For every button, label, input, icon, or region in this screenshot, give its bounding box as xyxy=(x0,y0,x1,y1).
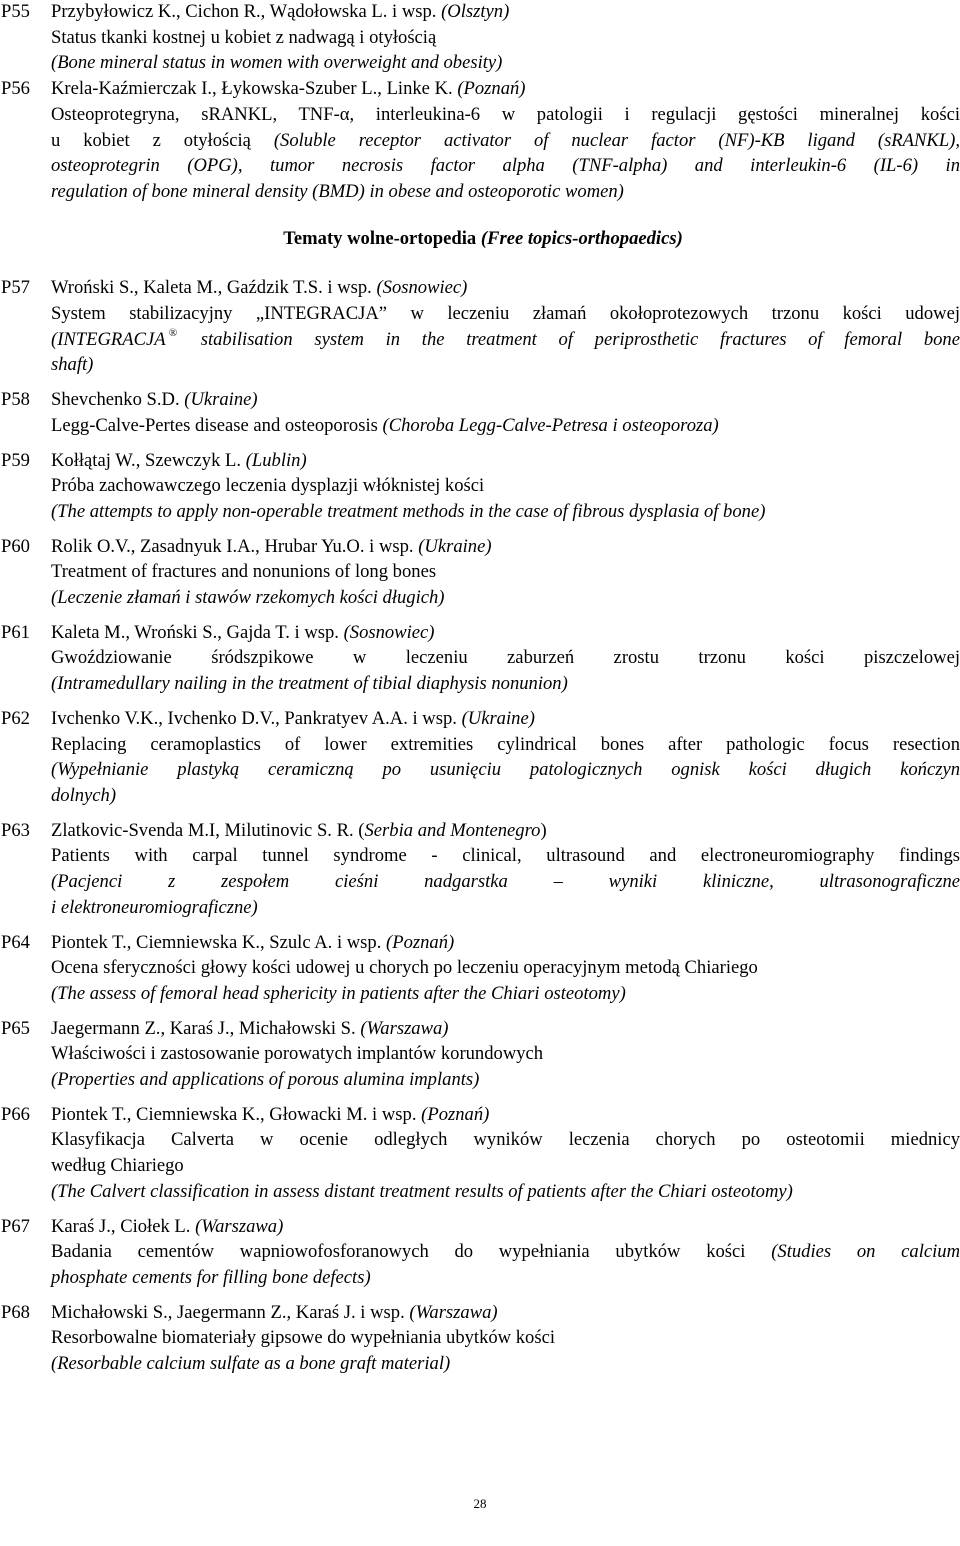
entry-title-line-2 xyxy=(51,128,960,154)
entry-translation: (The Calvert classification in assess distant treatment results of patients after the Chiari osteotomy) xyxy=(51,1180,793,1202)
entry-translation: (Resorbable calcium sulfate as a bone graft material) xyxy=(51,1353,451,1375)
entry-translation-line-3: shaft) xyxy=(51,354,94,376)
entry-body xyxy=(51,930,960,1007)
entry-authors: Krela-Kaźmierczak I., Łykowska-Szuber L., Linke K. xyxy=(51,78,453,100)
entry-title: Resorbowalne biomateriały gipsowe do wypełniania ubytków kości xyxy=(51,1327,555,1349)
abstract-entry-p56 xyxy=(0,76,960,205)
entry-body xyxy=(51,0,960,76)
abstract-entry-p67 xyxy=(0,1214,960,1291)
entry-authors-line xyxy=(51,448,960,474)
page-number: 28 xyxy=(473,1496,487,1511)
abstract-entry-p57 xyxy=(0,275,960,378)
abstract-entry-p62 xyxy=(0,706,960,809)
entry-title: Treatment of fractures and nonunions of long bones xyxy=(51,561,437,583)
entry-authors-line xyxy=(51,620,960,646)
entry-location: (Poznań) xyxy=(386,931,455,953)
entry-location: (Ukraine) xyxy=(184,389,258,411)
entry-number: P56 xyxy=(1,78,30,100)
entry-translation-line-2: (Pacjenci z zespołem cieśni nadgarstka – wyniki kliniczne, ultrasonograficzne xyxy=(51,871,960,893)
entry-authors: Michałowski S., Jaegermann Z., Karaś J. i wsp. xyxy=(51,1301,405,1323)
entry-authors-line xyxy=(51,275,960,301)
entry-authors-line xyxy=(51,76,960,102)
entry-location: (Warszawa) xyxy=(360,1017,449,1039)
entry-location-close: ) xyxy=(540,819,547,841)
entry-authors: Shevchenko S.D. xyxy=(51,389,180,411)
section-heading xyxy=(0,226,960,252)
entry-location: (Lublin) xyxy=(245,449,307,471)
entry-number: P66 xyxy=(1,1103,30,1125)
entry-title: Ocena sferyczności głowy kości udowej u chorych po leczeniu operacyjnym metodą Chiariego xyxy=(51,957,758,979)
entry-authors: Zlatkovic-Svenda M.I, Milutinovic S. R. xyxy=(51,819,354,841)
entry-translation-line-3: osteoprotegrin (OPG), tumor necrosis factor alpha (TNF-alpha) and interleukin-6 (IL-6) in xyxy=(51,155,960,177)
entry-authors-line xyxy=(51,1016,960,1042)
entry-body xyxy=(51,1214,960,1291)
abstract-entry-p58 xyxy=(0,387,960,438)
entry-authors-line xyxy=(51,818,960,844)
entry-authors: Wroński S., Kaleta M., Gaździk T.S. i wsp. xyxy=(51,277,372,299)
entry-number: P55 xyxy=(1,1,30,22)
entry-translation-line-2: (Wypełnianie plastyką ceramiczną po usunięciu patologicznych ognisk kości długich kończyn xyxy=(51,759,960,781)
entry-number: P68 xyxy=(1,1301,30,1323)
entry-body xyxy=(51,76,960,205)
registered-mark: ® xyxy=(168,326,177,339)
entry-authors-line xyxy=(51,930,960,956)
entry-authors: Karaś J., Ciołek L. xyxy=(51,1215,191,1237)
entry-location-close: ) xyxy=(491,1301,498,1323)
abstract-entry-p55 xyxy=(0,0,960,76)
entry-authors: Przybyłowicz K., Cichon R., Wądołowska L. i wsp. xyxy=(51,1,437,22)
entry-translation: (The assess of femoral head sphericity in patients after the Chiari osteotomy) xyxy=(51,982,626,1004)
entry-translation: (Intramedullary nailing in the treatment of tibial diaphysis nonunion) xyxy=(51,673,568,695)
entry-title-line-1 xyxy=(51,1239,960,1265)
entry-body xyxy=(51,818,960,921)
entry-title-line-2: według Chiariego xyxy=(51,1155,184,1177)
abstract-entry-p61 xyxy=(0,620,960,697)
entry-body xyxy=(51,1300,960,1377)
entry-title: Właściwości i zastosowanie porowatych implantów korundowych xyxy=(51,1043,544,1065)
entry-title-fragment: u kobiet z otyłością xyxy=(51,129,251,151)
abstract-entry-p66 xyxy=(0,1102,960,1205)
entry-number: P62 xyxy=(1,707,30,729)
entry-number: P65 xyxy=(1,1017,30,1039)
entry-location: (Olsztyn) xyxy=(441,1,510,22)
entry-authors-line xyxy=(51,0,960,25)
abstract-entry-p65 xyxy=(0,1016,960,1093)
entry-translation-fragment: (Studies on calcium xyxy=(771,1241,960,1263)
entry-translation-fragment: (INTEGRACJA xyxy=(51,328,166,350)
entry-number: P63 xyxy=(1,819,30,841)
entry-title-line xyxy=(51,413,960,439)
entry-translation: (Choroba Legg-Calve-Petresa i osteoporoza) xyxy=(382,414,719,436)
entry-translation-line-4: regulation of bone mineral density (BMD) in obese and osteoporotic women) xyxy=(51,180,624,202)
entry-authors-line xyxy=(51,706,960,732)
section-subtitle: (Free topics-orthopaedics) xyxy=(480,227,683,249)
entry-authors: Piontek T., Ciemniewska K., Głowacki M. i wsp. xyxy=(51,1103,417,1125)
entry-authors-line xyxy=(51,1102,960,1128)
entry-location: Serbia and Montenegro xyxy=(364,819,541,841)
entry-title: Status tkanki kostnej u kobiet z nadwagą i otyłością xyxy=(51,26,437,48)
entry-title: Próba zachowawczego leczenia dysplazji włóknistej kości xyxy=(51,475,485,497)
entry-location: (Ukraine) xyxy=(461,707,535,729)
entry-location-open: ( xyxy=(358,819,365,841)
entry-location: (Sosnowiec) xyxy=(376,277,468,299)
entry-location: (Sosnowiec) xyxy=(343,621,435,643)
entry-translation-line-2: phosphate cements for filling bone defects) xyxy=(51,1266,371,1288)
entry-body xyxy=(51,448,960,525)
abstract-entry-p59 xyxy=(0,448,960,525)
entry-location-open: ( xyxy=(409,1301,416,1323)
entry-body xyxy=(51,534,960,611)
entry-body xyxy=(51,620,960,697)
entry-number: P58 xyxy=(1,389,30,411)
entry-translation: (Leczenie złamań i stawów rzekomych kości długich) xyxy=(51,587,445,609)
abstract-entry-p60 xyxy=(0,534,960,611)
entry-number: P59 xyxy=(1,449,30,471)
entry-title-line-1: Klasyfikacja Calverta w ocenie odległych wyników leczenia chorych po osteotomii miednicy xyxy=(51,1129,960,1151)
entry-translation-fragment: stabilisation system in the treatment of periprosthetic fractures of femoral bone xyxy=(200,328,960,350)
entry-title-line-1: Patients with carpal tunnel syndrome - clinical, ultrasound and electroneuromiography findings xyxy=(51,845,960,867)
entry-location: (Poznań) xyxy=(457,78,526,100)
entry-body xyxy=(51,1016,960,1093)
entry-authors: Kołłątaj W., Szewczyk L. xyxy=(51,449,242,471)
entry-body xyxy=(51,275,960,378)
entry-translation-line-3: i elektroneuromiograficzne) xyxy=(51,896,258,918)
entry-translation: (Bone mineral status in women with overweight and obesity) xyxy=(51,52,503,74)
entry-authors: Rolik O.V., Zasadnyuk I.A., Hrubar Yu.O. i wsp. xyxy=(51,535,414,557)
entry-number: P60 xyxy=(1,535,30,557)
entry-title: Legg-Calve-Pertes disease and osteoporosis xyxy=(51,414,378,436)
entry-authors-line xyxy=(51,1214,960,1240)
abstract-entry-p63 xyxy=(0,818,960,921)
entry-authors-line xyxy=(51,534,960,560)
entry-number: P57 xyxy=(1,277,30,299)
entry-location: (Ukraine) xyxy=(418,535,492,557)
entry-location: (Warszawa) xyxy=(195,1215,284,1237)
abstract-entry-p64 xyxy=(0,930,960,1007)
entry-title-line-1: Replacing ceramoplastics of lower extremities cylindrical bones after pathologic focus resection xyxy=(51,733,960,755)
entry-number: P61 xyxy=(1,621,30,643)
entry-title-line-1: Osteoprotegryna, sRANKL, TNF-α, interleukina-6 w patologii i regulacji gęstości mineralnej kości xyxy=(51,103,960,125)
entry-title-fragment: Badania cementów wapniowofosforanowych do wypełniania ubytków kości xyxy=(51,1241,746,1263)
entry-body xyxy=(51,706,960,809)
entry-title-line-1: System stabilizacyjny „INTEGRACJA” w leczeniu złamań okołoprotezowych trzonu kości udowej xyxy=(51,303,960,325)
entry-authors: Piontek T., Ciemniewska K., Szulc A. i wsp. xyxy=(51,931,382,953)
entry-authors-line xyxy=(51,387,960,413)
entry-translation-line-2 xyxy=(51,327,960,353)
entry-translation: (The attempts to apply non-operable treatment methods in the case of fibrous dysplasia of bone) xyxy=(51,500,766,522)
entry-authors: Jaegermann Z., Karaś J., Michałowski S. xyxy=(51,1017,356,1039)
abstract-entry-p68 xyxy=(0,1300,960,1377)
entry-authors: Kaleta M., Wroński S., Gajda T. i wsp. xyxy=(51,621,339,643)
entry-translation-line-3: dolnych) xyxy=(51,784,117,806)
entry-authors-line xyxy=(51,1300,960,1326)
entry-authors: Ivchenko V.K., Ivchenko D.V., Pankratyev A.A. i wsp. xyxy=(51,707,457,729)
entry-location: (Poznań) xyxy=(421,1103,490,1125)
entry-title: Gwoździowanie śródszpikowe w leczeniu zaburzeń zrostu trzonu kości piszczelowej xyxy=(51,647,960,669)
entry-location: Warszawa xyxy=(415,1301,492,1323)
section-title: Tematy wolne-ortopedia xyxy=(283,227,477,249)
entry-number: P64 xyxy=(1,931,30,953)
entry-body xyxy=(51,1102,960,1205)
entry-translation: (Properties and applications of porous alumina implants) xyxy=(51,1069,480,1091)
entry-translation-fragment: (Soluble receptor activator of nuclear factor (NF)-KB ligand (sRANKL), xyxy=(273,129,960,151)
entry-number: P67 xyxy=(1,1215,30,1237)
entry-body xyxy=(51,387,960,438)
